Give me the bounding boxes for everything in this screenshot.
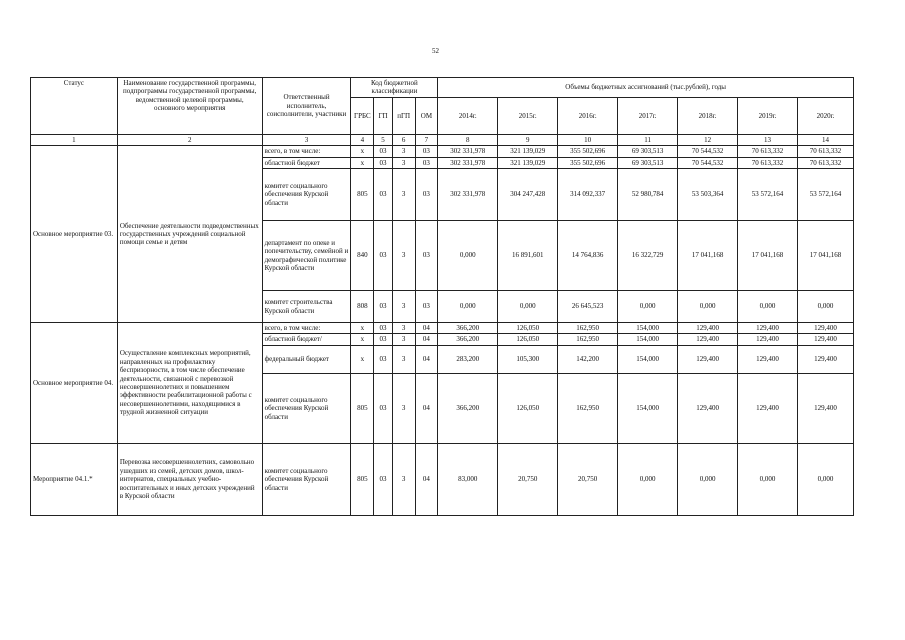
column-number: 4 bbox=[351, 134, 374, 145]
gp-code-cell: 03 bbox=[374, 146, 393, 157]
amount-cell: 17 041,168 bbox=[678, 221, 738, 291]
executor-cell: всего, в том числе: bbox=[262, 146, 351, 157]
amount-cell: 16 322,729 bbox=[618, 221, 678, 291]
om-code-cell: 03 bbox=[415, 157, 438, 168]
amount-cell: 129,400 bbox=[738, 334, 798, 345]
column-number: 9 bbox=[498, 134, 558, 145]
amount-cell: 129,400 bbox=[798, 345, 854, 373]
amount-cell: 126,050 bbox=[498, 373, 558, 443]
grbs-code-cell: х bbox=[351, 157, 374, 168]
status-cell: Основное мероприятие 03. bbox=[31, 146, 118, 323]
pgp-code-cell: 3 bbox=[392, 323, 415, 334]
header-year: 2018г. bbox=[678, 97, 738, 134]
amount-cell: 129,400 bbox=[798, 323, 854, 334]
amount-cell: 302 331,978 bbox=[438, 169, 498, 221]
executor-cell: комитет социального обеспечения Курской области bbox=[262, 169, 351, 221]
column-number-row bbox=[31, 134, 854, 145]
page-number: 52 bbox=[432, 47, 439, 55]
executor-cell: департамент по опеке и попечительству, семейной и демографической политике Курской области bbox=[262, 221, 351, 291]
executor-cell: комитет строительства Курской области bbox=[262, 291, 351, 323]
amount-cell: 20,750 bbox=[498, 443, 558, 515]
amount-cell: 83,000 bbox=[438, 443, 498, 515]
header-year: 2019г. bbox=[738, 97, 798, 134]
amount-cell: 355 502,696 bbox=[558, 157, 618, 168]
amount-cell: 0,000 bbox=[738, 443, 798, 515]
amount-cell: 321 139,029 bbox=[498, 157, 558, 168]
amount-cell: 0,000 bbox=[618, 291, 678, 323]
amount-cell: 162,950 bbox=[558, 373, 618, 443]
om-code-cell: 04 bbox=[415, 345, 438, 373]
gp-code-cell: 03 bbox=[374, 443, 393, 515]
om-code-cell: 03 bbox=[415, 221, 438, 291]
pgp-code-cell: 3 bbox=[392, 334, 415, 345]
pgp-code-cell: 3 bbox=[392, 291, 415, 323]
amount-cell: 126,050 bbox=[498, 323, 558, 334]
column-number: 7 bbox=[415, 134, 438, 145]
amount-cell: 129,400 bbox=[738, 345, 798, 373]
amount-cell: 70 613,332 bbox=[738, 146, 798, 157]
amount-cell: 105,300 bbox=[498, 345, 558, 373]
gp-code-cell: 03 bbox=[374, 323, 393, 334]
pgp-code-cell: 3 bbox=[392, 373, 415, 443]
amount-cell: 162,950 bbox=[558, 323, 618, 334]
column-number: 10 bbox=[558, 134, 618, 145]
column-number: 13 bbox=[738, 134, 798, 145]
pgp-code-cell: 3 bbox=[392, 221, 415, 291]
status-cell: Основное мероприятие 04. bbox=[31, 323, 118, 444]
table-row bbox=[31, 443, 854, 515]
amount-cell: 154,000 bbox=[618, 323, 678, 334]
pgp-code-cell: 3 bbox=[392, 169, 415, 221]
gp-code-cell: 03 bbox=[374, 221, 393, 291]
amount-cell: 0,000 bbox=[438, 291, 498, 323]
amount-cell: 162,950 bbox=[558, 334, 618, 345]
executor-cell: комитет социального обеспечения Курской области bbox=[262, 443, 351, 515]
om-code-cell: 04 bbox=[415, 323, 438, 334]
header-executor: Ответственный исполнитель, соисполнители, участники bbox=[262, 78, 351, 135]
amount-cell: 53 572,164 bbox=[798, 169, 854, 221]
amount-cell: 304 247,428 bbox=[498, 169, 558, 221]
grbs-code-cell: 805 bbox=[351, 443, 374, 515]
amount-cell: 129,400 bbox=[798, 373, 854, 443]
header-year: 2015г. bbox=[498, 97, 558, 134]
om-code-cell: 04 bbox=[415, 373, 438, 443]
grbs-code-cell: х bbox=[351, 323, 374, 334]
gp-code-cell: 03 bbox=[374, 345, 393, 373]
column-number: 14 bbox=[798, 134, 854, 145]
om-code-cell: 04 bbox=[415, 443, 438, 515]
header-pgp: пГП bbox=[392, 97, 415, 134]
budget-table bbox=[30, 77, 854, 516]
amount-cell: 69 303,513 bbox=[618, 157, 678, 168]
amount-cell: 69 303,513 bbox=[618, 146, 678, 157]
header-name: Наименование государственной программы, подпрограммы государственной программы, ведомственной целевой программы, основного мероприятия bbox=[117, 78, 262, 135]
column-number: 3 bbox=[262, 134, 351, 145]
grbs-code-cell: х bbox=[351, 146, 374, 157]
amount-cell: 53 503,364 bbox=[678, 169, 738, 221]
amount-cell: 0,000 bbox=[618, 443, 678, 515]
amount-cell: 302 331,978 bbox=[438, 157, 498, 168]
amount-cell: 129,400 bbox=[738, 323, 798, 334]
amount-cell: 0,000 bbox=[798, 291, 854, 323]
grbs-code-cell: 808 bbox=[351, 291, 374, 323]
table-body bbox=[31, 146, 854, 516]
column-number: 2 bbox=[117, 134, 262, 145]
pgp-code-cell: 3 bbox=[392, 443, 415, 515]
grbs-code-cell: х bbox=[351, 345, 374, 373]
header-grbs: ГРБС bbox=[351, 97, 374, 134]
amount-cell: 52 980,784 bbox=[618, 169, 678, 221]
amount-cell: 14 764,836 bbox=[558, 221, 618, 291]
om-code-cell: 04 bbox=[415, 334, 438, 345]
amount-cell: 0,000 bbox=[498, 291, 558, 323]
amount-cell: 321 139,029 bbox=[498, 146, 558, 157]
measure-name-cell: Обеспечение деятельности подведомственных государственных учреждений социальной помощи семье и детям bbox=[117, 146, 262, 323]
table-row bbox=[31, 323, 854, 334]
executor-cell: федеральный бюджет bbox=[262, 345, 351, 373]
om-code-cell: 03 bbox=[415, 146, 438, 157]
amount-cell: 366,200 bbox=[438, 323, 498, 334]
amount-cell: 70 613,332 bbox=[798, 157, 854, 168]
amount-cell: 129,400 bbox=[678, 334, 738, 345]
amount-cell: 314 092,337 bbox=[558, 169, 618, 221]
grbs-code-cell: 805 bbox=[351, 373, 374, 443]
header-gp: ГП bbox=[374, 97, 393, 134]
executor-cell: комитет социального обеспечения Курской области bbox=[262, 373, 351, 443]
header-status: Статус bbox=[31, 78, 118, 135]
measure-name-cell: Перевозка несовершеннолетних, самовольно ушедших из семей, детских домов, школ-интернатов, специальных учебно-воспитательных и иных детских учреждений в Курской области bbox=[117, 443, 262, 515]
amount-cell: 366,200 bbox=[438, 373, 498, 443]
header-year: 2014г. bbox=[438, 97, 498, 134]
amount-cell: 16 891,601 bbox=[498, 221, 558, 291]
gp-code-cell: 03 bbox=[374, 169, 393, 221]
amount-cell: 129,400 bbox=[678, 373, 738, 443]
amount-cell: 53 572,164 bbox=[738, 169, 798, 221]
table-row bbox=[31, 146, 854, 157]
amount-cell: 17 041,168 bbox=[798, 221, 854, 291]
measure-name-cell: Осуществление комплексных мероприятий, направленных на профилактику беспризорности, в том числе обеспечение деятельности, связанной с перевозкой несовершеннолетних и повышением эффективности реабилитационной работы с несовершеннолетними, находящимися в трудной жизненной ситуации bbox=[117, 323, 262, 444]
om-code-cell: 03 bbox=[415, 291, 438, 323]
column-number: 12 bbox=[678, 134, 738, 145]
header-volumes: Объемы бюджетных ассигнований (тыс.рублей), годы bbox=[438, 78, 854, 98]
amount-cell: 126,050 bbox=[498, 334, 558, 345]
gp-code-cell: 03 bbox=[374, 157, 393, 168]
header-year: 2020г. bbox=[798, 97, 854, 134]
om-code-cell: 03 bbox=[415, 169, 438, 221]
grbs-code-cell: 840 bbox=[351, 221, 374, 291]
header-om: ОМ bbox=[415, 97, 438, 134]
gp-code-cell: 03 bbox=[374, 373, 393, 443]
column-number: 1 bbox=[31, 134, 118, 145]
amount-cell: 20,750 bbox=[558, 443, 618, 515]
amount-cell: 26 645,523 bbox=[558, 291, 618, 323]
header-row-1 bbox=[31, 78, 854, 98]
pgp-code-cell: 3 bbox=[392, 146, 415, 157]
amount-cell: 129,400 bbox=[738, 373, 798, 443]
grbs-code-cell: 805 bbox=[351, 169, 374, 221]
pgp-code-cell: 3 bbox=[392, 157, 415, 168]
header-year: 2017г. bbox=[618, 97, 678, 134]
header-year: 2016г. bbox=[558, 97, 618, 134]
amount-cell: 129,400 bbox=[678, 345, 738, 373]
executor-cell: областной бюджет bbox=[262, 157, 351, 168]
column-number: 5 bbox=[374, 134, 393, 145]
amount-cell: 366,200 bbox=[438, 334, 498, 345]
amount-cell: 154,000 bbox=[618, 373, 678, 443]
amount-cell: 154,000 bbox=[618, 345, 678, 373]
amount-cell: 17 041,168 bbox=[738, 221, 798, 291]
amount-cell: 0,000 bbox=[738, 291, 798, 323]
column-number: 11 bbox=[618, 134, 678, 145]
amount-cell: 0,000 bbox=[678, 291, 738, 323]
amount-cell: 70 544,532 bbox=[678, 146, 738, 157]
executor-cell: всего, в том числе: bbox=[262, 323, 351, 334]
amount-cell: 142,200 bbox=[558, 345, 618, 373]
column-number: 8 bbox=[438, 134, 498, 145]
status-cell: Мероприятие 04.1.* bbox=[31, 443, 118, 515]
amount-cell: 129,400 bbox=[678, 323, 738, 334]
header-budget-code: Код бюджетной классификации bbox=[351, 78, 438, 98]
amount-cell: 302 331,978 bbox=[438, 146, 498, 157]
pgp-code-cell: 3 bbox=[392, 345, 415, 373]
column-number: 6 bbox=[392, 134, 415, 145]
gp-code-cell: 03 bbox=[374, 334, 393, 345]
executor-cell: областной бюджет/ bbox=[262, 334, 351, 345]
amount-cell: 129,400 bbox=[798, 334, 854, 345]
amount-cell: 283,200 bbox=[438, 345, 498, 373]
amount-cell: 70 613,332 bbox=[798, 146, 854, 157]
amount-cell: 70 613,332 bbox=[738, 157, 798, 168]
amount-cell: 0,000 bbox=[678, 443, 738, 515]
amount-cell: 70 544,532 bbox=[678, 157, 738, 168]
amount-cell: 0,000 bbox=[798, 443, 854, 515]
grbs-code-cell: х bbox=[351, 334, 374, 345]
amount-cell: 154,000 bbox=[618, 334, 678, 345]
amount-cell: 0,000 bbox=[438, 221, 498, 291]
amount-cell: 355 502,696 bbox=[558, 146, 618, 157]
gp-code-cell: 03 bbox=[374, 291, 393, 323]
